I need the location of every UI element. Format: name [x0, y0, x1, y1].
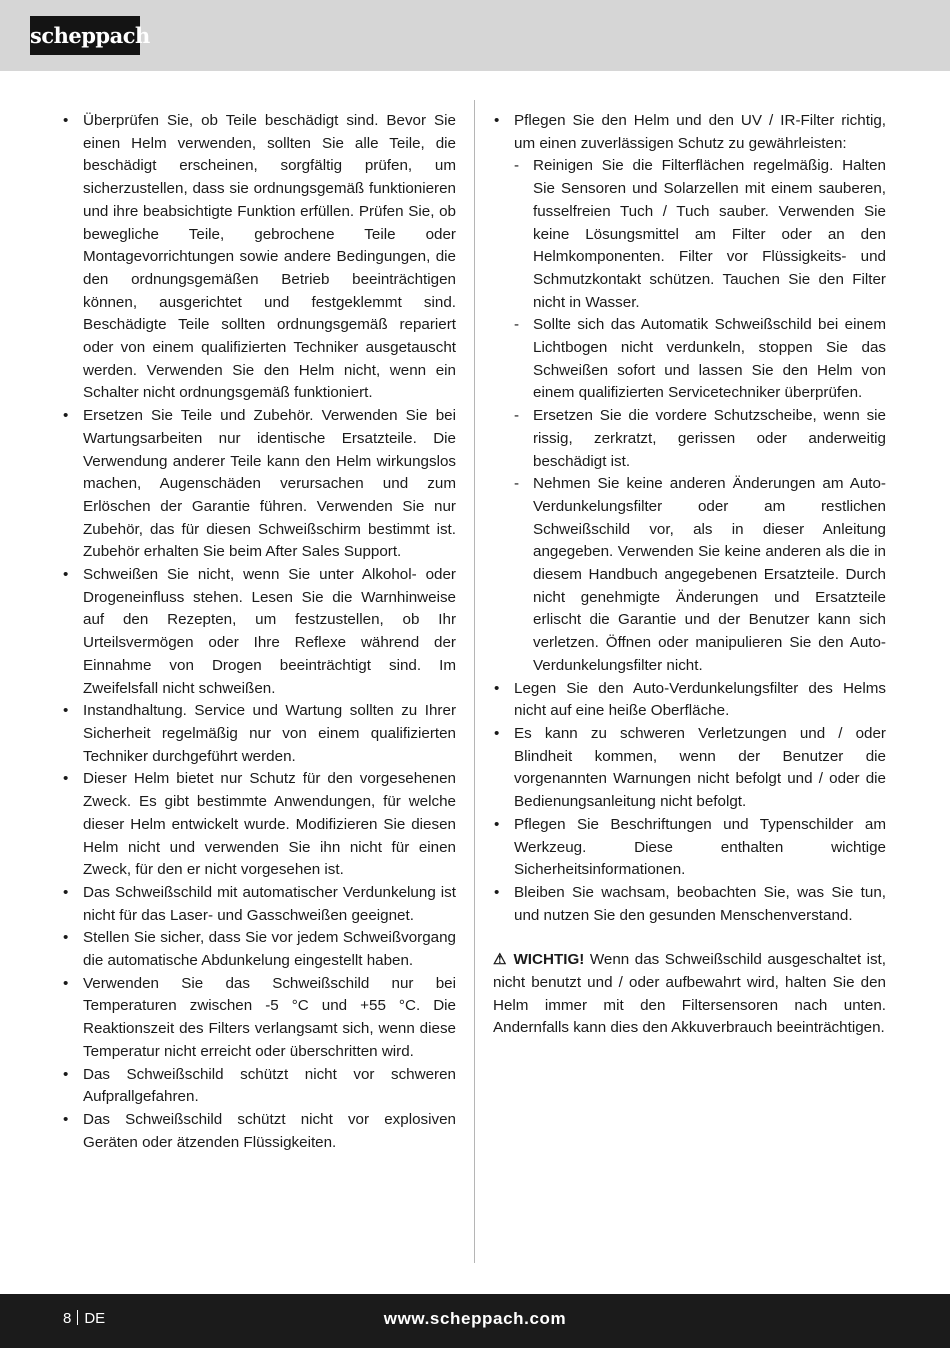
bullet-item: • Das Schweißschild mit automatischer Verdunkelung ist nicht für das Laser- und Gasschweißen geeignet.: [62, 882, 456, 927]
column-divider: [474, 100, 475, 1263]
bullet-item: • Bleiben Sie wachsam, beobachten Sie, was Sie tun, und nutzen Sie den gesunden Menschenverstand.: [493, 882, 886, 927]
warning-icon: ⚠: [493, 951, 508, 969]
right-column: [493, 110, 886, 1055]
page-header: [0, 0, 950, 71]
website-url: www.scheppach.com: [383, 1309, 567, 1328]
dash-item: - Nehmen Sie keine anderen Änderungen am Auto-Verdunkelungsfilter oder am restlichen Schweißschild vor, als in dieser Anleitung angegeben. Verwenden Sie keine anderen als die in diesem Handbuch angegebenen Ersatzteile. Durch nicht genehmigte Änderungen und Ersatzteile erlischt die Garantie und der Benutzer kann sich verletzen. Öffnen oder manipulieren Sie den Auto-Verdunkelungsfilter nicht.: [514, 473, 886, 677]
page-number: 8: [63, 1310, 72, 1327]
care-bullet-list: [493, 110, 886, 927]
dash-item: - Ersetzen Sie die vordere Schutzscheibe, wenn sie rissig, zerkratzt, gerissen oder anderweitig beschädigt ist.: [514, 405, 886, 473]
bullet-item: • Dieser Helm bietet nur Schutz für den vorgesehenen Zweck. Es gibt bestimmte Anwendungen, für welche dieser Helm entwickelt wurde. Modifizieren Sie diesen Helm nicht und verwenden Sie ihn nicht für einen Zweck, für den er nicht vorgesehen ist.: [62, 768, 456, 882]
language-code: DE: [84, 1310, 106, 1327]
note-text: Wenn das Schweißschild ausgeschaltet ist, nicht benutzt und / oder aufbewahrt wird, halten Sie den Helm immer mit den Filtersensoren nach unten. Andernfalls kann dies den Akkuverbrauch beeinträchtigen.: [493, 951, 886, 1037]
bullet-item: • Stellen Sie sicher, dass Sie vor jedem Schweißvorgang die automatische Abdunkelung eingestellt haben.: [62, 927, 456, 972]
bullet-item: • Legen Sie den Auto-Verdunkelungsfilter des Helms nicht auf eine heiße Oberfläche.: [493, 678, 886, 723]
bullet-item: • Instandhaltung. Service und Wartung sollten zu Ihrer Sicherheit regelmäßig nur von einem qualifizierten Techniker durchgeführt werden.: [62, 700, 456, 768]
important-note: [493, 949, 886, 1040]
bullet-item: • Verwenden Sie das Schweißschild nur bei Temperaturen zwischen -5 °C und +55 °C. Die Reaktionszeit des Filters verlangsamt sich, wenn diese Temperatur nicht erreicht oder überschritten wird.: [62, 973, 456, 1064]
bullet-item: • Pflegen Sie Beschriftungen und Typenschilder am Werkzeug. Diese enthalten wichtige Sicherheitsinformationen.: [493, 814, 886, 882]
bullet-item: • Überprüfen Sie, ob Teile beschädigt sind. Bevor Sie einen Helm verwenden, sollten Sie alle Teile, die beschädigt erscheinen, sorgfältig prüfen, um sicherzustellen, dass sie ordnungsgemäß funktionieren und ihre beabsichtigte Funktion erfüllen. Prüfen Sie, ob bewegliche Teile, gebrochene Teile oder Montagevorrichtungen sowie andere Bedingungen, die den ordnungsgemäßen Betrieb beeinträchtigen können, ausgerichtet und festgeklemmt sind. Beschädigte Teile sollten ordnungsgemäß repariert oder von einem qualifizierten Techniker ausgetauscht werden. Verwenden Sie den Helm nicht, wenn ein Schalter nicht ordnungsgemäß funktioniert.: [62, 110, 456, 405]
bullet-item: • Ersetzen Sie Teile und Zubehör. Verwenden Sie bei Wartungsarbeiten nur identische Ersatzteile. Die Verwendung anderer Teile kann den Helm wirkungslos machen, Augenschäden verursachen und zum Erlöschen der Garantie führen. Verwenden Sie nur Zubehör, das für diesen Schweißschirm bestimmt ist. Zubehör erhalten Sie beim After Sales Support.: [62, 405, 456, 564]
care-sub-list: [514, 155, 886, 677]
brand-logo: scheppach: [30, 16, 140, 55]
dash-item: - Reinigen Sie die Filterflächen regelmäßig. Halten Sie Sensoren und Solarzellen mit einem sauberen, fusselfreien Tuch / Tuch sauber. Verwenden Sie keine Lösungsmittel am Filter oder an den Helmkomponenten. Filter vor Flüssigkeits- und Schmutzkontakt schützen. Tauchen Sie den Filter nicht in Wasser.: [514, 155, 886, 314]
bullet-item: [493, 110, 886, 678]
care-intro-text: Pflegen Sie den Helm und den UV / IR-Filter richtig, um einen zuverlässigen Schutz zu gewährleisten:: [514, 112, 886, 152]
left-column: [62, 110, 456, 1154]
bullet-item: • Es kann zu schweren Verletzungen und / oder Blindheit kommen, wenn der Benutzer die vorgenannten Warnungen nicht befolgt und / oder die Bedienungsanleitung nicht befolgt.: [493, 723, 886, 814]
bullet-item: • Schweißen Sie nicht, wenn Sie unter Alkohol- oder Drogeneinfluss stehen. Lesen Sie die Warnhinweise auf den Rezepten, um festzustellen, ob Ihr Urteilsvermögen oder Ihre Reflexe während der Einnahme von Drogen beeinträchtigt sind. Im Zweifelsfall nicht schweißen.: [62, 564, 456, 700]
safety-bullet-list: [62, 110, 456, 1154]
bullet-item: • Das Schweißschild schützt nicht vor explosiven Geräten oder ätzenden Flüssigkeiten.: [62, 1109, 456, 1154]
bullet-item: • Das Schweißschild schützt nicht vor schweren Aufprallgefahren.: [62, 1064, 456, 1109]
page-footer: [0, 1294, 950, 1348]
dash-item: - Sollte sich das Automatik Schweißschild bei einem Lichtbogen nicht verdunkeln, stoppen Sie das Schweißen sofort und lassen Sie den Helm von einem qualifizierten Servicetechniker überprüfen.: [514, 314, 886, 405]
note-label: WICHTIG!: [513, 951, 585, 969]
